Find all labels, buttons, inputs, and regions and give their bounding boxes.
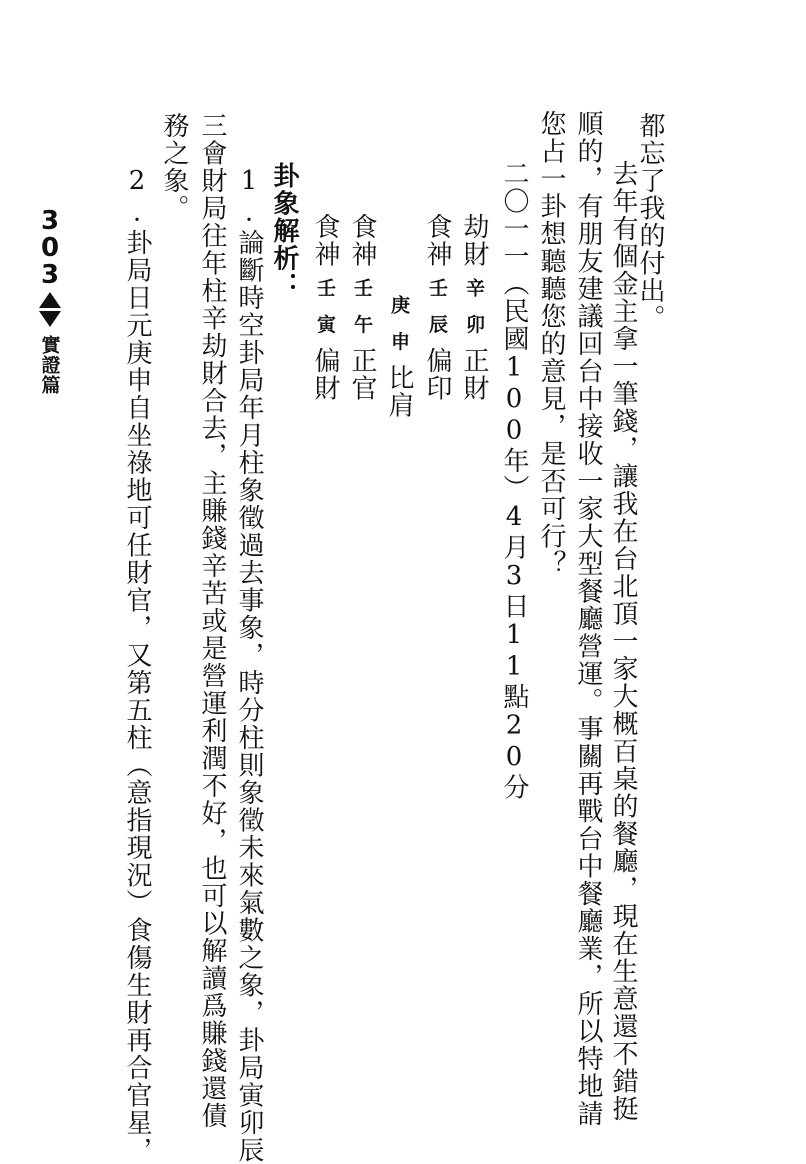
pillar-5 xyxy=(312,213,338,402)
page-footer xyxy=(32,208,68,395)
analysis-heading: 卦象解析： xyxy=(269,162,299,300)
pillar-5-stem: 壬 xyxy=(314,278,336,299)
pillar-2-bottom-god: 偏印 xyxy=(422,347,452,402)
body-line-2: 去年有個金主拿一筆錢，讓我在台北頂一家大概百桌的餐廳，現在生意還不錯挺 xyxy=(608,160,638,1123)
triangle-up-icon xyxy=(39,292,61,308)
pillar-2-branch: 辰 xyxy=(426,314,448,335)
pillar-5-branch: 寅 xyxy=(314,314,336,335)
analysis-item-1-line-2: 三會財局往年柱辛劫財合去，主賺錢辛苦或是營運利潤不好，也可以解讀爲賺錢還債 xyxy=(197,112,227,1130)
pillar-4 xyxy=(349,213,375,402)
body-line-4: 您占一卦想聽聽您的意見，是否可行？ xyxy=(536,110,566,578)
pillar-2-stem: 壬 xyxy=(426,278,448,299)
pillar-3-bottom-god: 比肩 xyxy=(384,364,414,419)
analysis-item-1-line-1: 1.論斷時空卦局年月柱象徵過去事象，時分柱則象徵未來氣數之象，卦局寅卯辰 xyxy=(234,166,264,1164)
pillar-4-branch: 午 xyxy=(351,314,373,335)
body-line-3: 順的，有朋友建議回台中接收一家大型餐廳營運。事關再戰台中餐廳業，所以特地請 xyxy=(573,110,603,1128)
pillar-1-stem: 辛 xyxy=(463,278,485,299)
page-number-digit-3: 3 xyxy=(40,260,60,290)
pillar-3-branch: 申 xyxy=(388,331,410,352)
chart-time: 二〇一一（民國100年）4月3日11點20分 xyxy=(499,160,529,801)
analysis-item-2-line-1: 2.卦局日元庚申自坐祿地可任財官，又第五柱（意指現況）食傷生財再合官星， xyxy=(122,166,152,1164)
pillar-3 xyxy=(386,295,412,419)
pillar-2 xyxy=(424,213,450,402)
pillar-4-bottom-god: 正官 xyxy=(347,347,377,402)
pillar-5-top-god: 食神 xyxy=(310,213,340,268)
page-number xyxy=(32,208,68,289)
pillar-4-top-god: 食神 xyxy=(347,213,377,268)
pillar-1-top-god: 劫財 xyxy=(459,213,489,268)
page-number-digit-1: 3 xyxy=(40,206,60,236)
page-number-digit-2: 0 xyxy=(40,233,60,263)
pillar-4-stem: 壬 xyxy=(351,278,373,299)
pillar-2-top-god: 食神 xyxy=(422,213,452,268)
analysis-item-1-line-3: 務之象。 xyxy=(159,112,189,222)
pillar-1-bottom-god: 正財 xyxy=(459,347,489,402)
body-line-1: 都忘了我的付出。 xyxy=(635,112,665,332)
section-name: 實證篇 xyxy=(38,335,61,395)
pillar-1-branch: 卯 xyxy=(463,314,485,335)
pillar-5-bottom-god: 偏財 xyxy=(310,347,340,402)
pillar-3-stem: 庚 xyxy=(388,295,410,316)
triangle-down-icon xyxy=(39,311,61,327)
pillar-1 xyxy=(461,213,487,402)
